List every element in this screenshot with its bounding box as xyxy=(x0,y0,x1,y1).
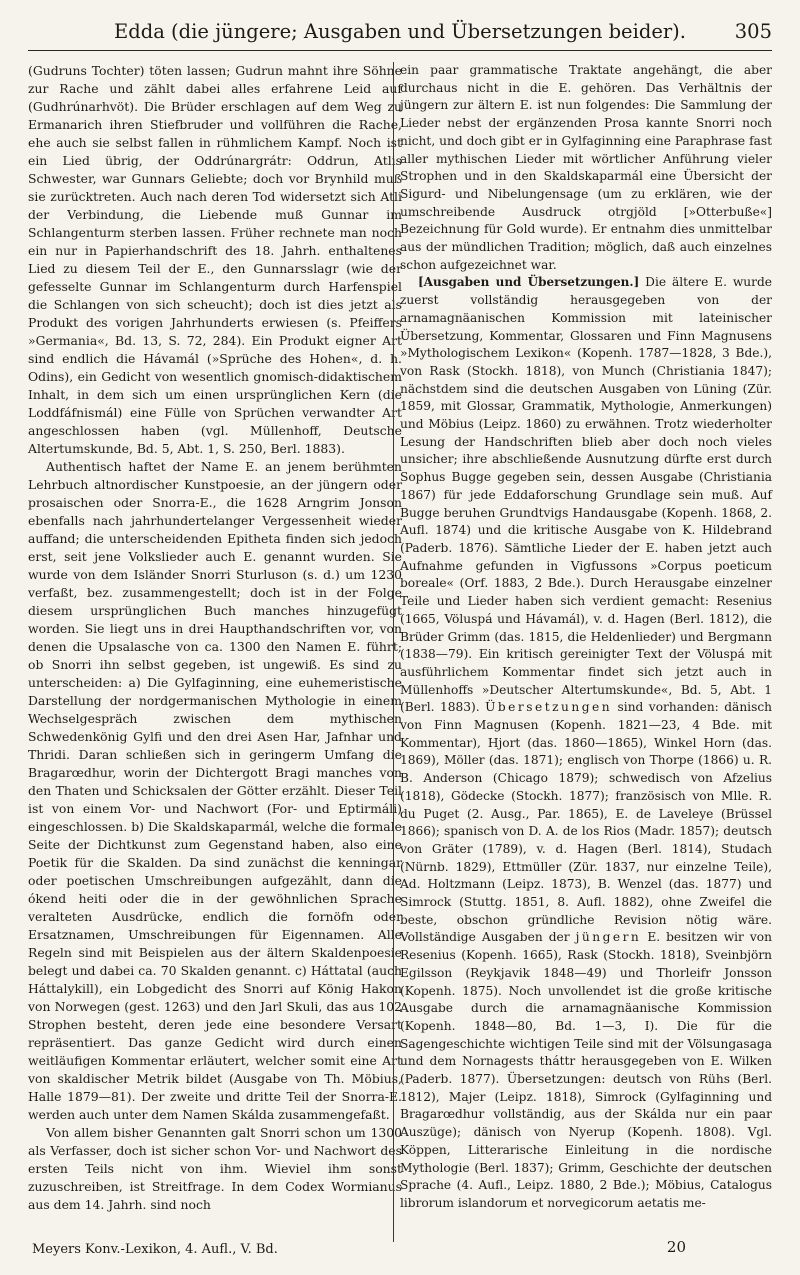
right-paragraph-2 xyxy=(400,274,772,1212)
page-number: 305 xyxy=(734,20,772,43)
left-paragraph-2: Authentisch haftet der Name E. an jenem berühmten Lehrbuch altnordischer Kunstpoesie, an der jüngern oder prosaischen oder Snorra-E., die 1628 Arngrim Jonson ebenfalls nach jahrhundertelanger Vergessenheit wieder auffand; die unterscheidenden Epitheta finden sich jedoch erst, seit jene Volkslieder auch E. genannt wurden. Sie wurde von dem Isländer Snorri Sturluson (s. d.) um 1230 verfaßt, bez. zusammengestellt; doch ist in der Folge diesem ursprünglichen Buch manches hinzugefügt worden. Sie liegt uns in drei Haupthandschriften vor, von denen die Upsalasche von ca. 1300 den Namen E. führt; ob Snorri ihn selbst gegeben, ist ungewiß. Es sind zu unterscheiden: a) Die Gylfaginning, eine euhemeristische Darstellung der nordgermanischen Mythologie in einem Wechselgespräch zwischen dem mythischen Schwedenkönig Gylfi und den drei Asen Har, Jafnhar und Thridi. Daran schließen sich in geringerm Umfang die Bragarœdhur, worin der Dichtergott Bragi manches von den Thaten und Schicksalen der Götter erzählt. Dieser Teil ist von einem Vor- und Nachwort (For- und Eptirmáli) eingeschlossen. b) Die Skaldskaparmál, welche die formale Seite der Dichtkunst zum Gegenstand haben, also eine Poetik für die Skalden. Da sind zunächst die kenningar oder poetischen Umschreibungen aufgezählt, dann die ókend heiti oder die in der gewöhnlichen Sprache veralteten Ausdrücke, endlich die fornöfn oder Ersatznamen, Umschreibungen für Eigennamen. Alle Regeln sind mit Beispielen aus der ältern Skaldenpoesie belegt und dabei ca. 70 Skalden genannt. c) Háttatal (auch Háttalykill), ein Lobgedicht des Snorri auf König Hakon von Norwegen (gest. 1263) und den Jarl Skuli, das aus 102 Strophen besteht, deren jede eine besondere Versart repräsentiert. Das ganze Gedicht wird durch einen weitläufigen Kommentar erläutert, welcher somit eine Art von skaldischer Metrik bildet (Ausgabe von Th. Möbius, Halle 1879—81). Der zweite und dritte Teil der Snorra-E. werden auch unter dem Namen Skálda zusammengefaßt. xyxy=(28,459,402,1122)
section-label: [Ausgaben und Übersetzungen.] xyxy=(418,275,640,290)
column-divider xyxy=(393,62,394,1242)
emphasis-uebersetzungen: Übersetzungen xyxy=(485,700,613,715)
page-footer xyxy=(28,1240,772,1264)
left-paragraph-3: Von allem bisher Genannten galt Snorri schon um 1300 als Verfasser, doch ist sicher schon Vor- und Nachwort des ersten Teils nicht von ihm. Wieviel ihm sonst zuzuschreiben, ist Streitfrage. In dem Codex Wormianus aus dem 14. Jahrh. sind noch xyxy=(28,1125,402,1212)
left-paragraph-1: (Gudruns Tochter) töten lassen; Gudrun mahnt ihre Söhne zur Rache und zählt dabei alles erfahrene Leid auf (Gudhrúnarhvöt). Die Brüder erschlagen auf dem Weg zu Ermanarich ihren Stiefbruder und vollführen die Rache, ehe auch sie selbst fallen in rühmlichem Kampf. Noch ist ein Lied übrig, der Oddrúnargrátr: Oddrun, Atlis Schwester, war Gunnars Geliebte; doch vor Brynhild muß sie zurücktreten. Auch nach deren Tod widersetzt sich Atli der Verbindung, die Liebende muß Gunnar im Schlangenturm sterben lassen. Früher rechnete man noch ein nur in Papierhandschrift des 18. Jahrh. enthaltenes Lied zu diesem Teil der E., den Gunnarsslagr (wie der gefesselte Gunnar im Schlangenturm durch Harfenspiel die Schlangen von sich scheucht); doch ist dies jetzt als Produkt des vorigen Jahrhunderts erwiesen (s. Pfeiffers »Germania«, Bd. 13, S. 72, 284). Ein Produkt eigner Art sind endlich die Hávamál (»Sprüche des Hohen«, d. h. Odins), ein Gedicht von wesentlich gnomisch-didaktischem Inhalt, in dem sich um einen ursprünglichen Kern (die Loddfáfnismál) eine Fülle von Sprüchen verwandter Art angeschlossen haben (vgl. Müllenhoff, Deutsche Altertumskunde, Bd. 5, Abt. 1, S. 250, Berl. 1883). xyxy=(28,63,402,456)
left-column xyxy=(28,62,402,1214)
source-line: Meyers Konv.-Lexikon, 4. Aufl., V. Bd. xyxy=(32,1242,278,1257)
right-paragraph-2-part-c: sind vorhanden: dänisch von Finn Magnusen (Kopenh. 1821—23, 4 Bde. mit Kommentar), Hjort (das. 1860—1865), Winkel Horn (das. 1869), Möller (das. 1871); englisch von Thorpe (1866) u. R. B. Anderson (Chicago 1879); schwedisch von Afzelius (1818), Gödecke (Stockh. 1877); französisch von Mlle. R. du Puget (2. Ausg., Par. 1865), E. de Laveleye (Brüssel 1866); spanisch von D. A. de los Rios (Madr. 1857); deutsch von Gräter (1789), v. d. Hagen (Berl. 1814), Studach (Nürnb. 1829), Ettmüller (Zür. 1837, nur einzelne Teile), Ad. Holtzmann (Leipz. 1873), B. Wenzel (das. 1877) und Simrock (Stuttg. 1851, 8. Aufl. 1882), ohne Zweifel die beste, obschon gründliche Revision nötig wäre. Vollständige Ausgaben der xyxy=(400,700,773,945)
right-column xyxy=(400,62,772,1213)
page-header xyxy=(28,16,772,51)
emphasis-juengern: jüngern xyxy=(575,930,642,945)
right-paragraph-2-part-a: Die ältere E. wurde zuerst vollständig herausgegeben von der arnamagnäanischen Kommission mit lateinischer Übersetzung, Kommentar, Glossaren und Finn Magnusens »Mythologischem Lexikon« (Kopenh. 1787—1828, 3 Bde.), von Rask (Stockh. 1818), von Munch (Christiania 1847); nächstdem sind die deutschen Ausgaben von Lüning (Zür. 1859, mit Glossar, Grammatik, Mythologie, Anmerkungen) und Möbius (Leipz. 1860) zu erwähnen. Trotz wiederholter Lesung der Handschriften blieb aber doch noch vieles unsicher; ihre abschließende Ausnutzung dürfte erst durch Sophus Bugge gegeben sein, dessen Ausgabe (Christiania 1867) für jede Eddaforschung Grundlage sein muß. Auf Bugge beruhen Grundtvigs Handausgabe (Kopenh. 1868, 2. Aufl. 1874) und die kritische Ausgabe von K. Hildebrand (Paderb. 1876). Sämtliche Lieder der E. haben jetzt auch Aufnahme gefunden in Vigfussons »Corpus poeticum boreale« (Orf. 1883, 2 Bde.). Durch Herausgabe einzelner Teile und Lieder haben sich verdient gemacht: Resenius (1665, Völuspá und Hávamál), v. d. Hagen (Berl. 1812), die Brüder Grimm (das. 1815, die Heldenlieder) und Bergmann (1838—79). Ein kritisch gereinigter Text der Völuspá mit ausführlichem Kommentar findet sich jetzt auch in Müllenhoffs »Deutscher Altertumskunde«, Bd. 5, Abt. 1 (Berl. 1883). xyxy=(400,275,772,715)
right-paragraph-1: ein paar grammatische Traktate angehängt, die aber durchaus nicht in die E. gehören. Das Verhältnis der jüngern zur ältern E. ist nun folgendes: Die Sammlung der Lieder nebst der ergänzenden Prosa kannte Snorri noch nicht, und doch gibt er in Gylfaginning eine Paraphrase fast aller mythischen Lieder mit wörtlicher Anführung vieler Strophen und in den Skaldskaparmál eine Übersicht der Sigurd- und Nibelungensage (um zu erklären, wie der umschreibende Ausdruck otrgjöld [»Otterbuße«] Bezeichnung für Gold wurde). Er entnahm dies unmittelbar aus der mündlichen Tradition; möglich, daß auch einzelnes schon aufgezeichnet war. xyxy=(400,63,772,272)
right-paragraph-2-part-e: E. besitzen wir von Resenius (Kopenh. 1665), Rask (Stockh. 1818), Sveinbjörn Egilsson (Reykjavik 1848—49) und Thorleifr Jonsson (Kopenh. 1875). Noch unvollendet ist die große kritische Ausgabe durch die arnamagnäanische Kommission (Kopenh. 1848—80, Bd. 1—3, I). Die für die Sagengeschichte wichtigen Teile sind mit der Völsungasaga und dem Nornagests tháttr herausgegeben von E. Wilken (Paderb. 1877). Übersetzungen: deutsch von Rühs (Berl. 1812), Majer (Leipz. 1818), Simrock (Gylfaginning und Bragarœdhur vollständig, aus der Skálda nur ein paar Auszüge); dänisch von Nyerup (Kopenh. 1808). Vgl. Köppen, Litterarische Einleitung in die nordische Mythologie (Berl. 1837); Grimm, Geschichte der deutschen Sprache (4. Aufl., Leipz. 1880, 2 Bde.); Möbius, Catalogus librorum islandorum et norvegicorum aetatis me- xyxy=(400,930,772,1210)
signature-mark: 20 xyxy=(666,1238,686,1256)
running-title: Edda (die jüngere; Ausgaben und Übersetzungen beider). xyxy=(114,20,686,43)
